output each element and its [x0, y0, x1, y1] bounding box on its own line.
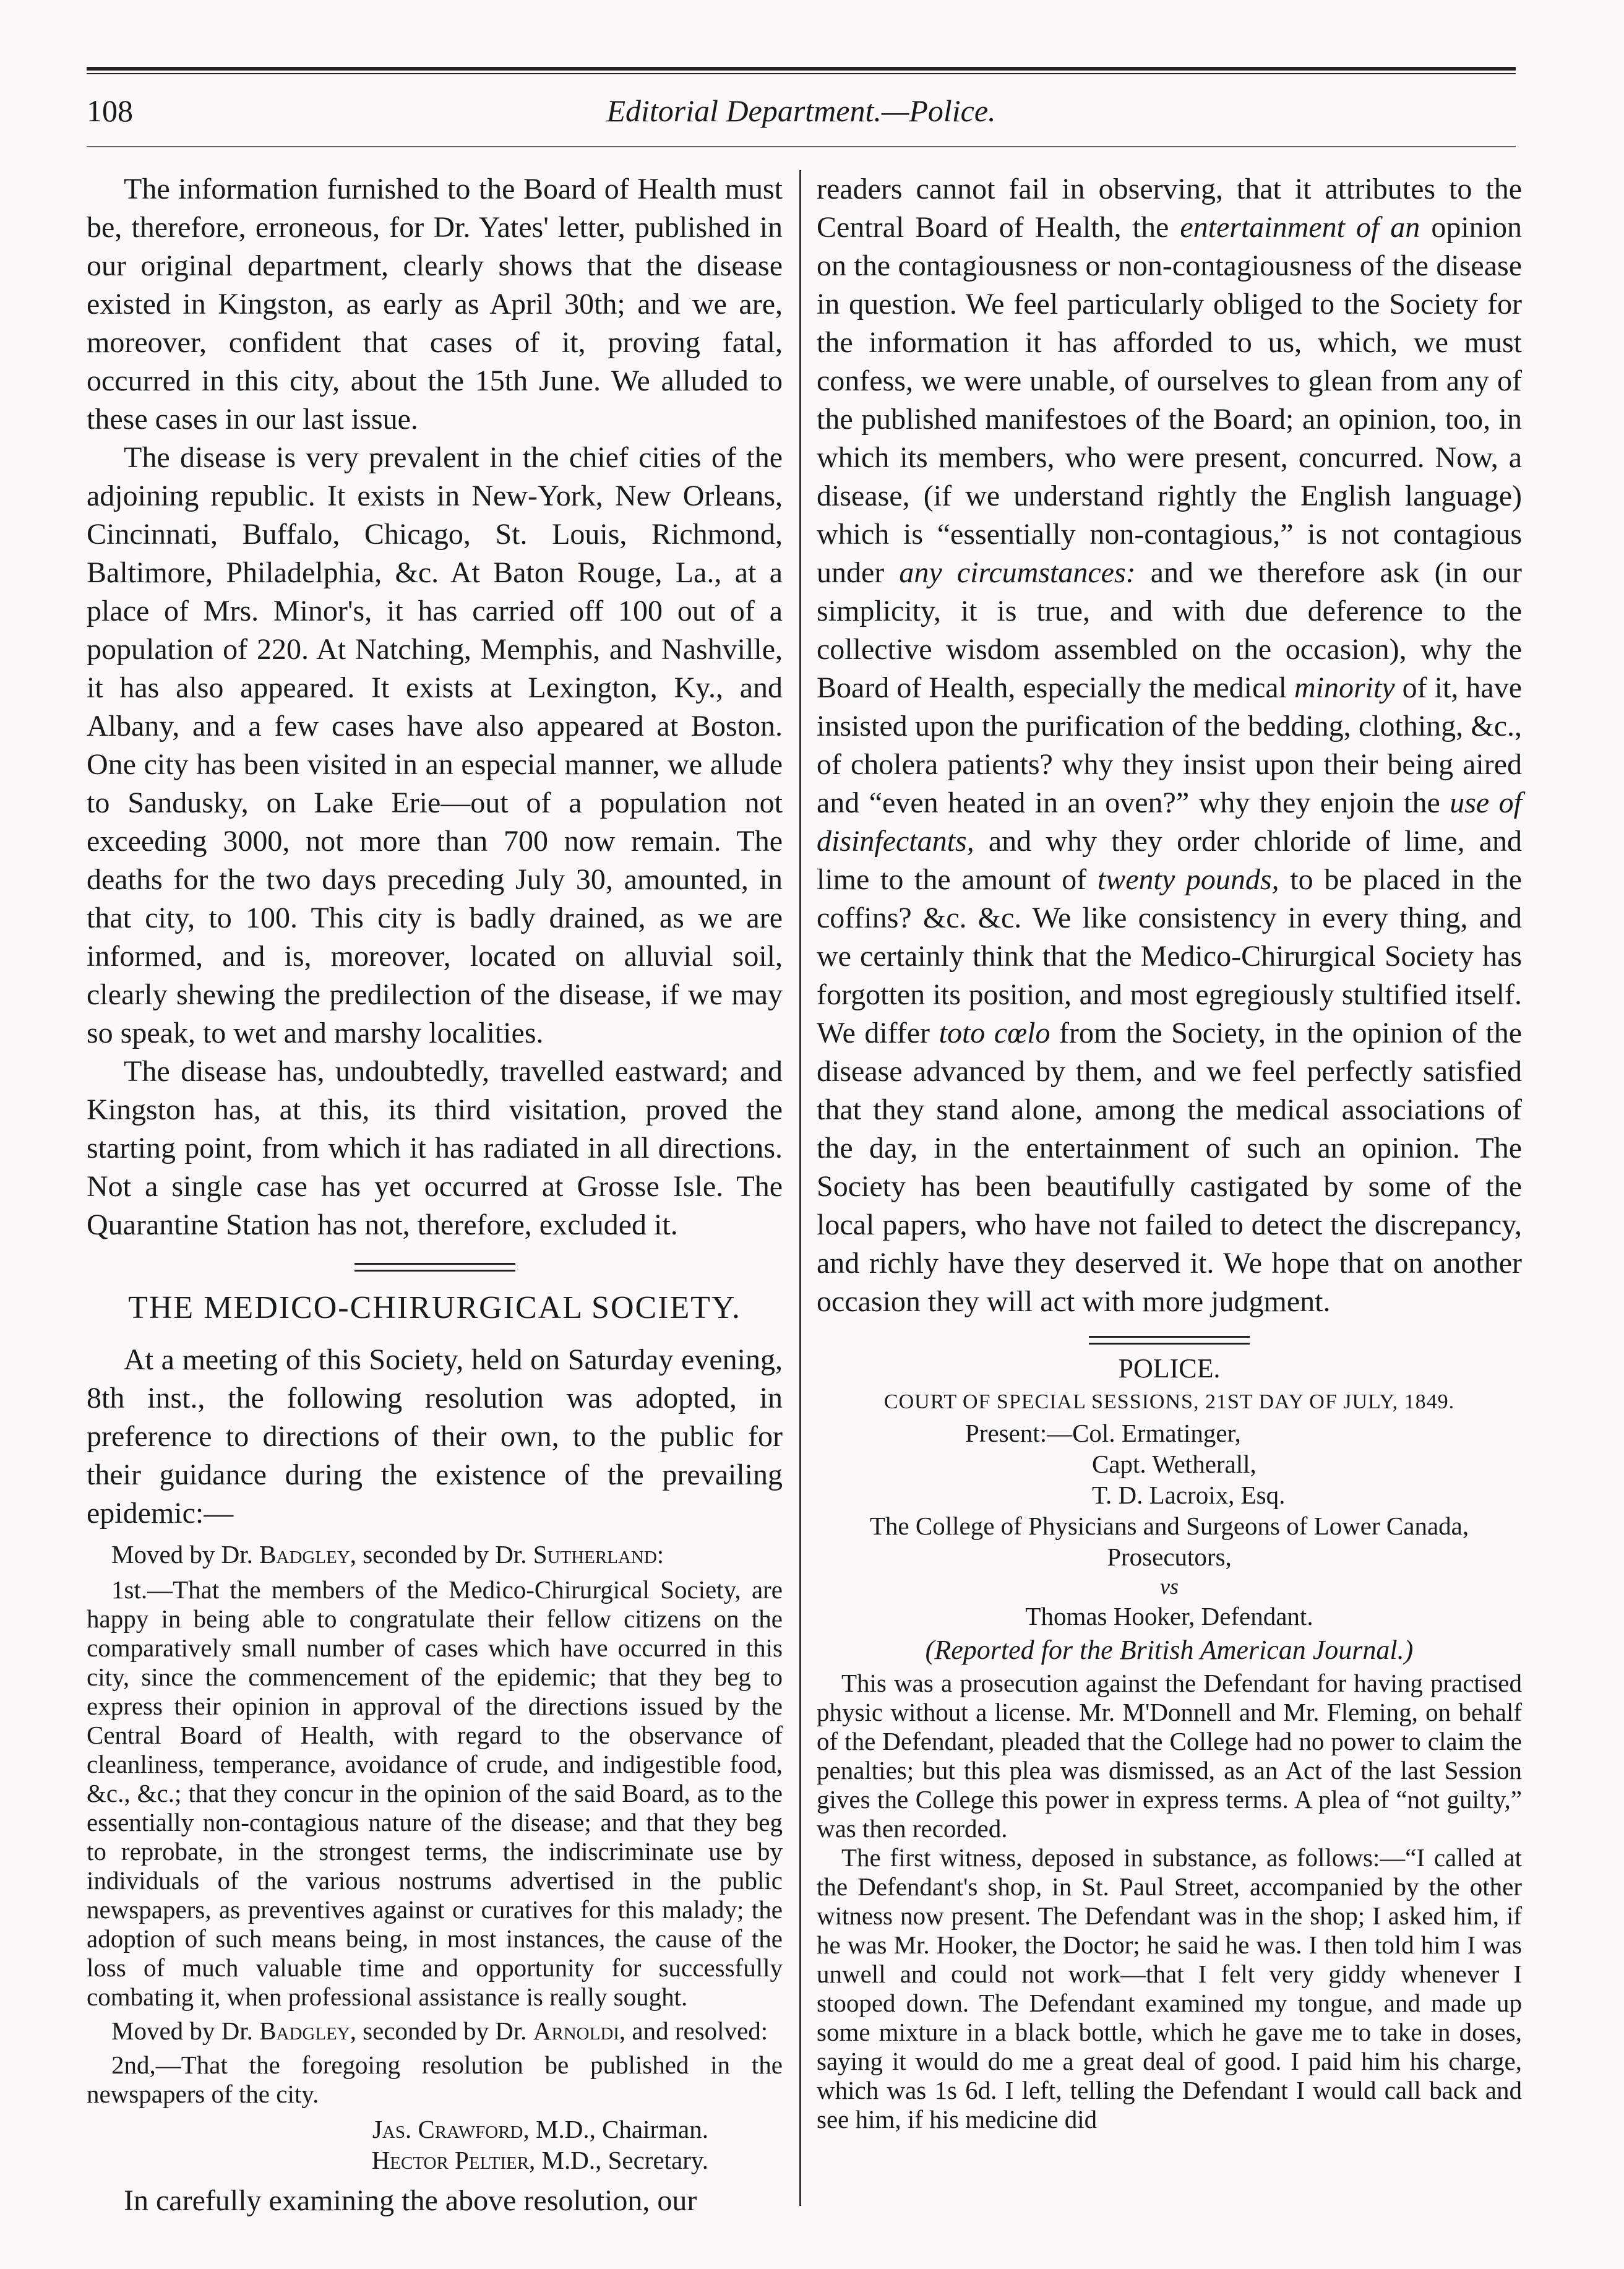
parties-line: Prosecutors, [1107, 1543, 1232, 1571]
section-heading: THE MEDICO-CHIRURGICAL SOCIETY. [128, 1290, 741, 1325]
paragraph: The information furnished to the Board of Health must be, therefore, erroneous, for Dr. Yates' letter, published in our original department, clearly shows that the disease existed in Kingston, as early as April 30th; and we are, moreover, confident that cases of it, proving fatal, occurred in this city, about the 15th June. We alluded to these cases in our last issue. [87, 173, 783, 436]
paragraph: readers cannot fail in observing, that it attributes to the Central Board of Health, the entertainment of an opinion on the contagiousness or non-contagiousness of the disease in question. We feel particularly obliged to the Society for the information it has afforded to us, which, we must confess, we were unable, of ourselves to glean from any of the published manifestoes of the Board; an opinion, too, in which its members, who were present, concurred. Now, a disease, (if we understand rightly the English language) which is “essentially non-contagious,” is not contagious under any circumstances: and we therefore ask (in our simplicity, it is true, and with due deference to the collective wisdom assembled on the occasion), why the Board of Health, especially the medical minority of it, have insisted upon the purification of the bedding, clothing, &c., of cholera patients? why they insist upon their being aired and “even heated in an oven?” why they enjoin the use of disinfectants, and why they order chloride of lime, and lime to the amount of twenty pounds, to be placed in the coffins? &c. &c. We like consistency in every thing, and we certainly think that the Medico-Chirurgical Society has forgotten its position, and most egregiously stultified itself. We differ toto cœlo from the Society, in the opinion of the disease advanced by them, and we feel perfectly satisfied that they stand alone, among the medical associations of the day, in the entertainment of such an opinion. The Society has been beautifully castigated by some of the local papers, who have not failed to detect the discrepancy, and richly have they deserved it. We hope that on another occasion they will act with more judgment. [817, 173, 1523, 1318]
signature-chairman: Jas. Crawford, M.D., Chairman. [372, 2115, 708, 2143]
running-header [87, 93, 1516, 136]
resolution-text: 2nd,—That the foregoing resolution be published in the newspapers of the city. [87, 2051, 783, 2108]
paragraph: In carefully examining the above resolution, our [124, 2184, 697, 2217]
motion-line: Moved by Dr. Badgley, seconded by Dr. Arnoldi, and resolved: [111, 2017, 768, 2045]
section-separator [354, 1263, 515, 1272]
motion-line: Moved by Dr. Badgley, seconded by Dr. Sutherland: [111, 1540, 664, 1569]
running-title: Editorial Department.—Police. [606, 93, 996, 128]
column-divider [799, 170, 801, 2206]
report-text: The first witness, deposed in substance, as follows:—“I called at the Defendant's shop, in St. Paul Street, accompanied by the other witness now present. The Defendant was in the shop; I asked him, if he was Mr. Hooker, the Doctor; he said he was. I then told him I was unwell and could not work—that I felt very giddy whenever I stooped down. The Defendant examined my tongue, and made up some mixture in a black bottle, which he gave me to take in doses, saying it would do me a great deal of good. I paid him his charge, which was 1s 6d. I left, telling the Defendant I would call back and see him, if his medicine did [817, 1843, 1522, 2133]
present-item: Capt. Wetherall, [1092, 1450, 1257, 1478]
section-separator [1089, 1336, 1250, 1345]
left-column [87, 170, 783, 2220]
present-item: Present:—Col. Ermatinger, [965, 1419, 1241, 1447]
top-rule-thin [87, 73, 1516, 74]
page-number: 108 [87, 93, 133, 128]
report-text: This was a prosecution against the Defendant for having practised physic without a license. Mr. M'Donnell and Mr. Fleming, on behalf of the Defendant, pleaded that the College had no power to claim the penalties; but this plea was dismissed, as an Act of the last Session gives the College this power in express terms. A plea of “not guilty,” was then recorded. [817, 1669, 1522, 1843]
police-heading: POLICE. [1118, 1353, 1221, 1384]
present-list [817, 1418, 1522, 1510]
resolution-text: 1st.—That the members of the Medico-Chirurgical Society, are happy in being able to congratulate their fellow citizens on the comparatively small number of cases which have occurred in this city, since the commencement of the epidemic; that they beg to express their opinion in approval of the directions issued by the Central Board of Health, with regard to the observance of cleanliness, temperance, avoidance of crude, and indigestible food, &c., &c.; that they concur in the opinion of the said Board, as to the essentially non-contagious nature of the disease; and that they beg to reprobate, in the strongest terms, the indiscriminate use by individuals of the various nostrums advertised in the public newspapers, as preventives against or curatives for this malady; the adoption of such means being, in most instances, the cause of the loss of much valuable time and opportunity for successfully combating it, when professional assistance is really sought. [87, 1575, 783, 2011]
parties-line: The College of Physicians and Surgeons of Lower Canada, [869, 1512, 1469, 1540]
parties-line: Thomas Hooker, Defendant. [1025, 1602, 1313, 1630]
present-item: T. D. Lacroix, Esq. [1092, 1481, 1286, 1509]
header-rule [87, 146, 1516, 147]
paragraph: At a meeting of this Society, held on Saturday evening, 8th inst., the following resolution was adopted, in preference to directions of their own, to the public for their guidance during the existence of the prevailing epidemic:— [87, 1343, 783, 1530]
right-column [817, 170, 1522, 2134]
paragraph: The disease has, undoubtedly, travelled eastward; and Kingston has, at this, its third visitation, proved the starting point, from which it has radiated in all directions. Not a single case has yet occurred at Grosse Isle. The Quarantine Station has not, therefore, excluded it. [87, 1055, 783, 1241]
top-rule [87, 67, 1516, 71]
court-line: COURT OF SPECIAL SESSIONS, 21ST DAY OF JULY, 1849. [883, 1390, 1455, 1413]
signature-secretary: Hector Peltier, M.D., Secretary. [371, 2146, 708, 2174]
parties-vs: vs [1160, 1574, 1179, 1599]
paragraph: The disease is very prevalent in the chief cities of the adjoining republic. It exists in New-York, New Orleans, Cincinnati, Buffalo, Chicago, St. Louis, Richmond, Baltimore, Philadelphia, &c. At Baton Rouge, La., at a place of Mrs. Minor's, it has carried off 100 out of a population of 220. At Natching, Memphis, and Nashville, it has also appeared. It exists at Lexington, Ky., and Albany, and a few cases have also appeared at Boston. One city has been visited in an especial manner, we allude to Sandusky, on Lake Erie—out of a population not exceeding 3000, not more than 700 now remain. The deaths for the two days preceding July 30, amounted, in that city, to 100. This city is badly drained, as we are informed, and is, moreover, located on alluvial soil, clearly shewing the predilection of the disease, if we may so speak, to wet and marshy localities. [87, 441, 783, 1049]
reported-line: (Reported for the British American Journal.) [925, 1635, 1414, 1665]
